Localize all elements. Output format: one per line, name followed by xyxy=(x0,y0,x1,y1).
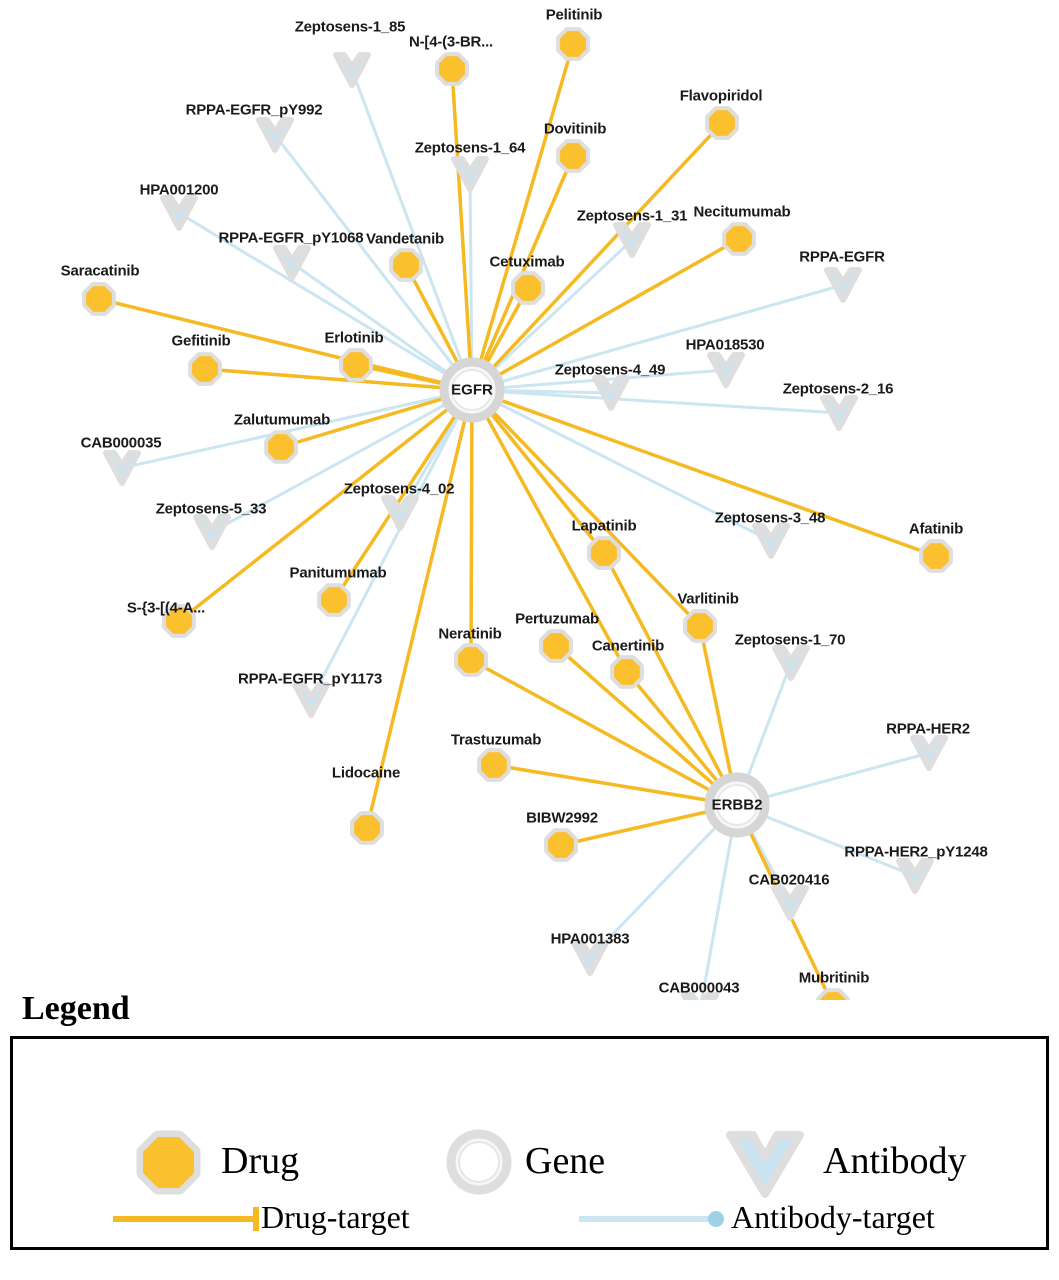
antibody-node[interactable] xyxy=(774,888,806,918)
graph-edge xyxy=(122,390,472,468)
drug-node-label: Erlotinib xyxy=(324,329,384,347)
antibody-node-label: RPPA-HER2 xyxy=(886,720,970,738)
antibody-node-label: Zeptosens-1_31 xyxy=(576,207,688,225)
drug-node-label: Saracatinib xyxy=(60,262,140,280)
drug-node-label: Canertinib xyxy=(591,637,665,655)
antibody-node-label: CAB020416 xyxy=(748,871,830,889)
drug-node[interactable] xyxy=(481,752,507,778)
antibody-node-label: Zeptosens-4_02 xyxy=(343,480,455,498)
legend-drug-icon xyxy=(143,1137,194,1188)
antibody-node-label: RPPA-EGFR_pY992 xyxy=(185,101,323,119)
drug-node[interactable] xyxy=(548,832,574,858)
drug-node[interactable] xyxy=(192,356,218,382)
antibody-node[interactable] xyxy=(827,270,859,300)
drug-node[interactable] xyxy=(515,275,541,301)
graph-edge xyxy=(472,390,700,626)
antibody-node[interactable] xyxy=(775,648,807,678)
antibody-node-label: Zeptosens-5_33 xyxy=(155,500,267,518)
antibody-node-label: CAB000043 xyxy=(658,979,740,997)
drug-node[interactable] xyxy=(709,110,735,136)
graph-edge xyxy=(471,390,472,660)
antibody-node-label: RPPA-EGFR_pY1173 xyxy=(237,670,383,688)
antibody-node-label: RPPA-EGFR_pY1068 xyxy=(218,229,364,247)
drug-node-label: Zalutumumab xyxy=(233,411,331,429)
antibody-node[interactable] xyxy=(336,55,368,85)
antibody-node[interactable] xyxy=(595,378,627,408)
drug-node-label: Trastuzumab xyxy=(450,731,542,749)
antibody-node[interactable] xyxy=(899,861,931,891)
drug-node-label: Afatinib xyxy=(908,520,964,538)
drug-node[interactable] xyxy=(354,815,380,841)
legend-title: Legend xyxy=(22,990,130,1027)
graph-edge xyxy=(311,390,472,700)
drug-node-label: Dovitinib xyxy=(543,120,607,138)
legend xyxy=(0,990,1059,1250)
drug-node[interactable] xyxy=(614,659,640,685)
drug-node-label: Mubritinib xyxy=(798,969,870,987)
drug-node[interactable] xyxy=(458,647,484,673)
drug-node-label: Gefitinib xyxy=(171,332,231,350)
antibody-node[interactable] xyxy=(163,198,195,228)
antibody-node[interactable] xyxy=(259,120,291,150)
legend-box xyxy=(10,1036,1049,1250)
antibody-node-label: RPPA-EGFR xyxy=(799,248,885,266)
antibody-node[interactable] xyxy=(710,355,742,385)
drug-node-label: N-[4-(3-BR... xyxy=(408,33,494,51)
antibody-node-label: Zeptosens-3_48 xyxy=(714,509,826,527)
antibody-node[interactable] xyxy=(106,453,138,483)
graph-edge xyxy=(367,390,472,828)
gene-node-label: EGFR xyxy=(451,381,493,399)
drug-node[interactable] xyxy=(687,613,713,639)
antibody-node-label: HPA018530 xyxy=(685,336,765,354)
drug-node[interactable] xyxy=(591,540,617,566)
drug-node-label: Neratinib xyxy=(438,625,502,643)
antibody-node-label: HPA001383 xyxy=(550,930,630,948)
gene-node-label: ERBB2 xyxy=(711,796,763,814)
legend-antibody-edge xyxy=(579,1211,724,1227)
antibody-node[interactable] xyxy=(574,943,606,973)
drug-node[interactable] xyxy=(393,252,419,278)
antibody-node-label: Zeptosens-4_49 xyxy=(554,361,666,379)
drug-node[interactable] xyxy=(560,31,586,57)
drug-node-label: Cetuximab xyxy=(489,253,565,271)
drug-node[interactable] xyxy=(86,286,112,312)
antibody-node[interactable] xyxy=(823,398,855,428)
drug-node-label: Varlitinib xyxy=(677,590,739,608)
drug-node[interactable] xyxy=(321,587,347,613)
legend-label-antibody: Antibody xyxy=(823,1140,967,1182)
antibody-node[interactable] xyxy=(295,685,327,715)
antibody-node[interactable] xyxy=(196,517,228,547)
drug-node-label: Necitumumab xyxy=(693,203,791,221)
graph-edge xyxy=(472,390,936,556)
drug-node-label: Flavopiridol xyxy=(679,87,763,105)
antibody-node[interactable] xyxy=(755,526,787,556)
antibody-node[interactable] xyxy=(913,738,945,768)
drug-node-label: Panitumumab xyxy=(289,564,387,582)
legend-label-drug-target: Drug-target xyxy=(261,1199,410,1235)
legend-label-drug: Drug xyxy=(221,1140,300,1182)
drug-node-label: Pertuzumab xyxy=(515,610,599,628)
drug-node[interactable] xyxy=(560,143,586,169)
drug-node-label: S-{3-[(4-A... xyxy=(126,599,206,617)
legend-gene-icon xyxy=(451,1134,507,1190)
drug-node-label: BIBW2992 xyxy=(526,809,598,827)
legend-drug-edge xyxy=(113,1207,256,1231)
antibody-node-label: Zeptosens-1_64 xyxy=(414,139,526,157)
drug-node-label: Vandetanib xyxy=(365,230,445,248)
antibody-node-label: Zeptosens-1_85 xyxy=(294,18,406,36)
drug-node[interactable] xyxy=(726,226,752,252)
antibody-node-label: Zeptosens-1_70 xyxy=(734,631,846,649)
antibody-node-label: RPPA-HER2_pY1248 xyxy=(844,843,988,861)
drug-node-label: Lapatinib xyxy=(571,517,637,535)
drug-node-label: Pelitinib xyxy=(545,6,603,24)
drug-node[interactable] xyxy=(923,543,949,569)
antibody-node-label: HPA001200 xyxy=(139,181,219,199)
drug-node[interactable] xyxy=(439,56,465,82)
graph-edge xyxy=(275,135,472,390)
antibody-node-label: Zeptosens-2_16 xyxy=(782,380,894,398)
legend-label-antibody-target: Antibody-target xyxy=(731,1199,935,1235)
legend-label-gene: Gene xyxy=(525,1140,606,1182)
drug-node-label: Lidocaine xyxy=(331,764,401,782)
drug-node[interactable] xyxy=(343,352,369,378)
legend-antibody-icon xyxy=(730,1135,800,1194)
drug-node[interactable] xyxy=(543,633,569,659)
drug-node[interactable] xyxy=(268,434,294,460)
antibody-node-label: CAB000035 xyxy=(80,434,162,452)
